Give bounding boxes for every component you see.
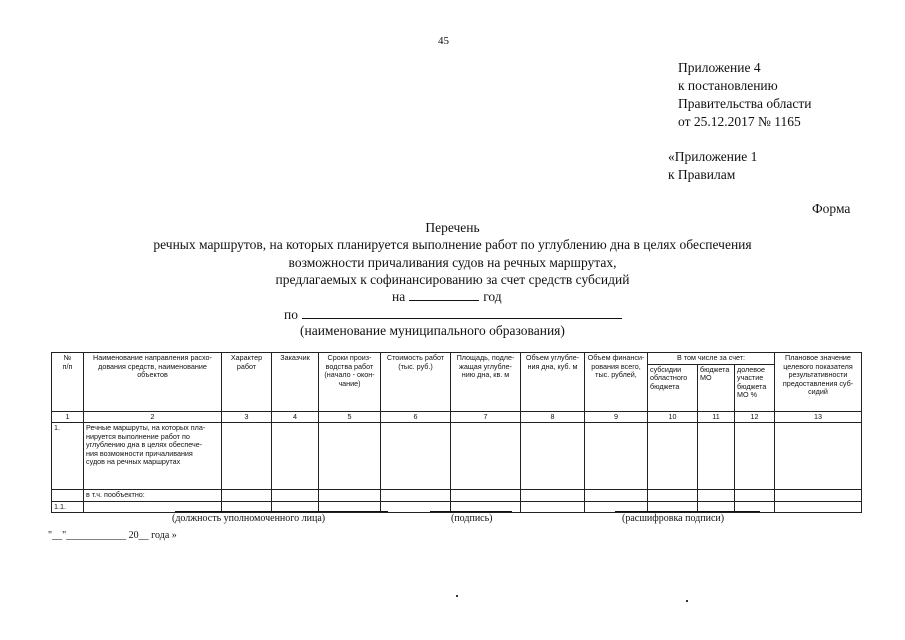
header-volume: Объем углубле- ния дна, куб. м xyxy=(521,353,585,412)
table-cell[interactable] xyxy=(698,423,735,490)
header-terms: Сроки произ- водства работ (начало - окон- чание) xyxy=(319,353,381,412)
appendix-1-line1: «Приложение 1 xyxy=(668,149,758,164)
table-cell[interactable] xyxy=(521,501,585,513)
decoding-caption: (расшифровка подписи) xyxy=(622,513,725,524)
col-number-3: 3 xyxy=(222,411,272,423)
header-including: В том числе за счет: xyxy=(648,353,775,365)
table-cell[interactable] xyxy=(272,423,319,490)
table-cell[interactable] xyxy=(698,490,735,502)
header-sub-share: долевое участие бюджета МО % xyxy=(735,364,775,411)
scan-speck xyxy=(456,595,458,597)
year-blank[interactable] xyxy=(409,288,479,301)
na-label: на xyxy=(392,289,406,304)
table-cell[interactable] xyxy=(319,490,381,502)
table-cell[interactable] xyxy=(52,490,84,502)
table-cell[interactable] xyxy=(319,423,381,490)
table-cell[interactable] xyxy=(775,501,862,513)
appendix-4-line3: Правительства области xyxy=(678,96,812,111)
table-cell[interactable] xyxy=(775,423,862,490)
table-cell[interactable] xyxy=(735,423,775,490)
signature-caption: (подпись) xyxy=(451,513,493,524)
routes-table xyxy=(51,352,862,513)
row3-num: 1.1. xyxy=(52,501,84,513)
appendix-4-line2: к постановлению xyxy=(678,78,778,93)
col-number-7: 7 xyxy=(451,411,521,423)
municipality-line xyxy=(284,306,622,323)
year-label: год xyxy=(483,289,502,304)
appendix-1-block xyxy=(668,148,757,184)
table-cell[interactable] xyxy=(222,423,272,490)
table-cell[interactable] xyxy=(521,490,585,502)
table-cell[interactable] xyxy=(222,490,272,502)
col-number-4: 4 xyxy=(272,411,319,423)
col-number-1: 1 xyxy=(52,411,84,423)
form-label: Форма xyxy=(812,201,851,216)
col-number-6: 6 xyxy=(381,411,451,423)
municipality-caption: (наименование муниципального образования) xyxy=(300,323,565,338)
date-line: "__"____________ 20__ года » xyxy=(48,530,177,541)
col-number-13: 13 xyxy=(775,411,862,423)
appendix-1-line2: к Правилам xyxy=(668,167,736,182)
year-line xyxy=(392,288,502,305)
title-line2: речных маршрутов, на которых планируется выполнение работ по углублению дна в целях обеспечения xyxy=(153,237,752,252)
table-cell[interactable] xyxy=(585,423,648,490)
title-line3: возможности причаливания судов на речных маршрутах, xyxy=(288,255,617,270)
position-caption: (должность уполномоченного лица) xyxy=(172,513,326,524)
table-cell[interactable] xyxy=(451,423,521,490)
table-cell[interactable] xyxy=(381,490,451,502)
col-number-2: 2 xyxy=(84,411,222,423)
appendix-4-block xyxy=(678,59,811,131)
header-name: Наименование направления расхо- дования средств, наименование объектов xyxy=(84,353,222,412)
page-number: 45 xyxy=(438,35,449,47)
col-number-8: 8 xyxy=(521,411,585,423)
row2-name: в т.ч. пообъектно: xyxy=(84,490,222,502)
row1-num: 1. xyxy=(52,423,84,490)
table-cell[interactable] xyxy=(585,490,648,502)
appendix-4-line4: от 25.12.2017 № 1165 xyxy=(678,114,801,129)
municipality-blank[interactable] xyxy=(302,306,622,319)
title-line4: предлагаемых к софинансированию за счет средств субсидий xyxy=(275,272,630,287)
col-number-5: 5 xyxy=(319,411,381,423)
header-character: Характер работ xyxy=(222,353,272,412)
header-sub-mo: бюджета МО xyxy=(698,364,735,411)
table-cell[interactable] xyxy=(735,490,775,502)
table-cell[interactable] xyxy=(775,490,862,502)
po-label: по xyxy=(284,307,298,322)
table-cell[interactable] xyxy=(648,423,698,490)
header-num: № п/п xyxy=(52,353,84,412)
appendix-4-line1: Приложение 4 xyxy=(678,60,761,75)
header-target: Плановое значение целевого показателя результативности предоставления суб- сидий xyxy=(775,353,862,412)
header-sub-regional: субсидии областного бюджета xyxy=(648,364,698,411)
header-cost: Стоимость работ (тыс. руб.) xyxy=(381,353,451,412)
header-area: Площадь, подле- жащая углубле- нию дна, кв. м xyxy=(451,353,521,412)
title-line1: Перечень xyxy=(425,220,480,235)
col-number-11: 11 xyxy=(698,411,735,423)
table-cell[interactable] xyxy=(272,490,319,502)
col-number-10: 10 xyxy=(648,411,698,423)
row1-name: Речные маршруты, на которых пла- нируется выполнение работ по углублению дна в целях обеспече- ния возможности причаливания судов на речных маршрутах xyxy=(84,423,222,490)
table-cell[interactable] xyxy=(381,423,451,490)
table-cell[interactable] xyxy=(648,490,698,502)
table-cell[interactable] xyxy=(451,490,521,502)
header-customer: Заказчик xyxy=(272,353,319,412)
header-financing: Объем финанси- рования всего, тыс. рублей, xyxy=(585,353,648,412)
col-number-12: 12 xyxy=(735,411,775,423)
col-number-9: 9 xyxy=(585,411,648,423)
table-cell[interactable] xyxy=(521,423,585,490)
scan-speck xyxy=(686,600,688,602)
